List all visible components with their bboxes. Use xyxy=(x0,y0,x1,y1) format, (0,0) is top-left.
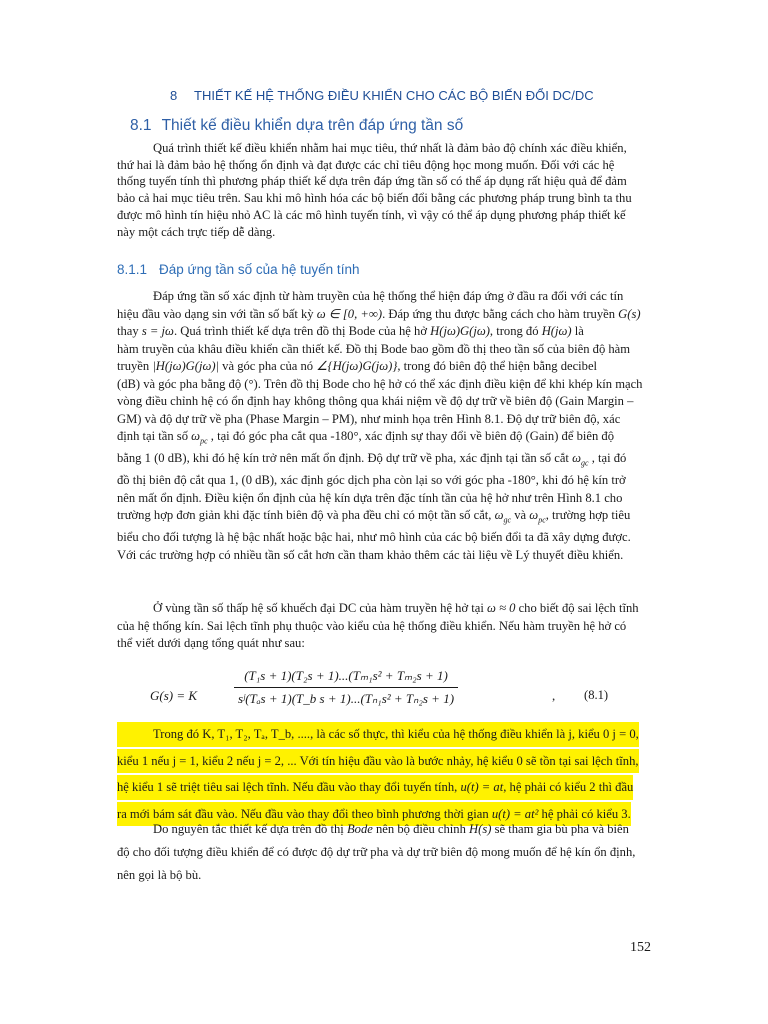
text-line: nên mất ổn định. Điều kiện ổn định của hệ kín dựa trên đặc tính tần của hệ hở như trên Hình 8.1 cho xyxy=(117,490,623,505)
math-expression: ω xyxy=(529,508,539,523)
page-number: 152 xyxy=(630,940,651,955)
subsection-number: 8.1.1 xyxy=(117,262,148,277)
text-line: thống tuyến tính thì phương pháp thiết kế dựa trên đáp ứng tần số có thể áp dụng rất hiệu quả để đảm xyxy=(117,174,627,189)
math-expression: u(t) = at² xyxy=(491,806,539,821)
math-expression: ω ≈ 0 xyxy=(487,601,516,615)
text-line: Quá trình thiết kế điều khiển nhằm hai mục tiêu, thứ nhất là đảm bảo độ chính xác điều khiển, xyxy=(153,141,627,155)
math-expression: |H(jω)G(jω)| xyxy=(152,359,220,373)
text-line: thay s = jω. Quá trình thiết kế dựa trên đồ thị Bode của hệ hở H(jω)G(jω), trong đó H(jω) là xyxy=(117,324,584,338)
equation-number: (8.1) xyxy=(584,688,609,702)
paragraph-highlighted xyxy=(117,722,651,828)
paragraph-static-error xyxy=(117,600,651,653)
highlighted-line: kiểu 1 nếu j = 1, kiểu 2 nếu j = 2, ... Với tín hiệu đầu vào là bước nhảy, hệ kiểu 0 sẽ tồn tại sai lệch tĩnh, xyxy=(117,749,639,774)
math-expression: ω xyxy=(494,508,504,523)
text-line: Với các trường hợp có nhiều tần số cắt hơn cần tham khảo thêm các tài liệu về Lý thuyết điều khiển. xyxy=(117,547,624,562)
section-heading xyxy=(130,117,463,135)
text-line: (dB) và góc pha bằng độ (°). Trên đồ thị Bode cho hệ hở có thể xác định điều kiện để khi khép kín mạch xyxy=(117,376,643,391)
text-line: Do nguyên tắc thiết kế dựa trên đồ thị Bode nên bộ điều chỉnh H(s) sẽ tham gia bù pha và biên xyxy=(153,822,629,836)
subsection-heading xyxy=(117,262,359,277)
text-line: độ cho đối tượng điều khiển để có được độ dự trữ pha và dự trữ biên độ mong muốn để hệ kín ổn định, xyxy=(117,845,636,859)
text-line: Đáp ứng tần số xác định từ hàm truyền của hệ thống thể hiện đáp ứng ở đầu ra đối với các tín xyxy=(153,289,624,303)
math-expression: u(t) = at xyxy=(460,780,504,794)
math-expression: ω ∈ [0, +∞) xyxy=(316,306,383,321)
chapter-title: THIẾT KẾ HỆ THỐNG ĐIỀU KHIỂN CHO CÁC BỘ BIẾN ĐỔI DC/DC xyxy=(194,88,594,103)
text-line: truyền |H(jω)G(jω)| và góc pha của nó ∠{H(jω)G(jω)}, trong đó biên độ thể hiện bằng decibel xyxy=(117,359,598,373)
equation-numerator: (T₁s + 1)(T₂s + 1)...(Tₘ₁s² + Tₘ₂s + 1) xyxy=(244,668,448,683)
fraction-bar xyxy=(234,687,458,688)
text-line: này một cách trực tiếp dễ dàng. xyxy=(117,224,276,239)
highlighted-line: hệ kiểu 1 sẽ triệt tiêu sai lệch tĩnh. Nếu đầu vào thay đổi tuyến tính, u(t) = at, hệ phải có kiểu 2 thì đầu xyxy=(117,775,633,800)
text-line: GM) và độ dự trữ về pha (Phase Margin – PM), như minh họa trên Hình 8.1. Độ dự trữ biên độ, xác xyxy=(117,411,621,426)
equation-lhs: G(s) = K xyxy=(150,688,198,703)
text-line: bảo cả hai mục tiêu trên. Sau khi mô hình hóa các bộ biến đổi bằng các phương pháp trung bình ta thu xyxy=(117,191,632,206)
text-line: thứ hai là đảm bảo hệ thống ổn định và đạt được các chỉ tiêu động học mong muốn. Đối với các hệ xyxy=(117,157,615,172)
math-expression: H(s) xyxy=(469,822,492,836)
math-expression: ω xyxy=(572,451,581,466)
text-line: hàm truyền của khâu điều khiển cần thiết kế. Đồ thị Bode bao gồm đồ thị theo tần số của biên độ hàm xyxy=(117,341,631,356)
section-title: Thiết kế điều khiển dựa trên đáp ứng tần số xyxy=(161,117,464,134)
equation-fraction xyxy=(234,668,458,707)
text-line: được mô hình tín hiệu nhỏ AC là các mô hình tuyến tính, vì vậy có thể áp dụng phương pháp thiết kế xyxy=(117,207,626,222)
paragraph-intro xyxy=(117,140,651,240)
math-expression: s = jω xyxy=(141,324,174,338)
equation-comma: , xyxy=(552,688,556,703)
text-line: của hệ thống kín. Sai lệch tĩnh phụ thuộc vào kiểu của hệ thống điều khiển. Nếu hàm truyền hệ hở có xyxy=(117,618,627,633)
paragraph-compensator xyxy=(117,818,651,887)
chapter-number: 8 xyxy=(170,88,178,103)
text-line: hiệu đầu vào dạng sin với tần số bất kỳ ω ∈ [0, +∞). Đáp ứng thu được bằng cách cho hàm truyền G(s) xyxy=(117,306,641,321)
math-expression: G(s) xyxy=(618,306,641,321)
highlighted-line: ra mới bám sát đầu vào. Nếu đầu vào thay đổi theo bình phương thời gian u(t) = at² hệ phải có kiểu 3. xyxy=(117,802,631,827)
text-line: Ở vùng tần số thấp hệ số khuếch đại DC của hàm truyền hệ hở tại ω ≈ 0 cho biết độ sai lệch tĩnh xyxy=(153,601,639,615)
math-expression: ω xyxy=(191,429,201,443)
math-expression: H(jω)G(jω) xyxy=(430,324,490,338)
text-line: biểu cho đối tượng là hệ bậc nhất hoặc bậc hai, như mô hình của các bộ biến đổi ta đã xây dựng được. xyxy=(117,530,631,545)
text-line: nên gọi là bộ bù. xyxy=(117,868,202,882)
chapter-heading xyxy=(170,88,594,103)
section-number: 8.1 xyxy=(130,117,152,134)
equation-denominator: sʲ(Tₐs + 1)(T_b s + 1)...(Tₙ₁s² + Tₙ₂s + 1) xyxy=(238,691,455,706)
highlighted-line: Trong đó K, T₁, T₂, Tₐ, T_b, ...., là các số thực, thì kiểu của hệ thống điều khiển là j, kiểu 0 j = 0, xyxy=(117,722,639,747)
text-line: vòng điều chỉnh hệ có ổn định hay không thông qua khái niệm về độ dự trữ về biên độ (Gain Margin – xyxy=(117,394,634,408)
math-expression: H(jω) xyxy=(541,324,572,338)
subsection-title: Đáp ứng tần số của hệ tuyến tính xyxy=(159,262,360,277)
text-line: bằng 1 (0 dB), khi đó hệ kín trở nên mất ổn định. Độ dự trữ về pha, xác định tại tần số cắt $\omega_{gc}$ , tại đó xyxy=(117,451,627,468)
math-expression: ∠{H(jω)G(jω)} xyxy=(316,359,398,373)
text-line: trường hợp đơn giản khi đặc tính biên độ và pha đều chỉ có một tần số cắt, $\omega_{gc}$ và $\omega_{pc}$, trường hợp tiêu xyxy=(117,508,631,525)
text-line: định tại tần số $\omega_{pc}$ , tại đó góc pha cắt qua -180°, xác định sự thay đổi về biên độ (Gain) để biên độ xyxy=(117,429,615,446)
text-line: thể viết dưới dạng tổng quát như sau: xyxy=(117,636,305,650)
paragraph-frequency-response xyxy=(117,288,651,564)
text-line: đồ thị biên độ cắt qua 1, (0 dB), xác định góc dịch pha còn lại so với góc pha -180°, khi đó hệ kín trở xyxy=(117,473,626,488)
